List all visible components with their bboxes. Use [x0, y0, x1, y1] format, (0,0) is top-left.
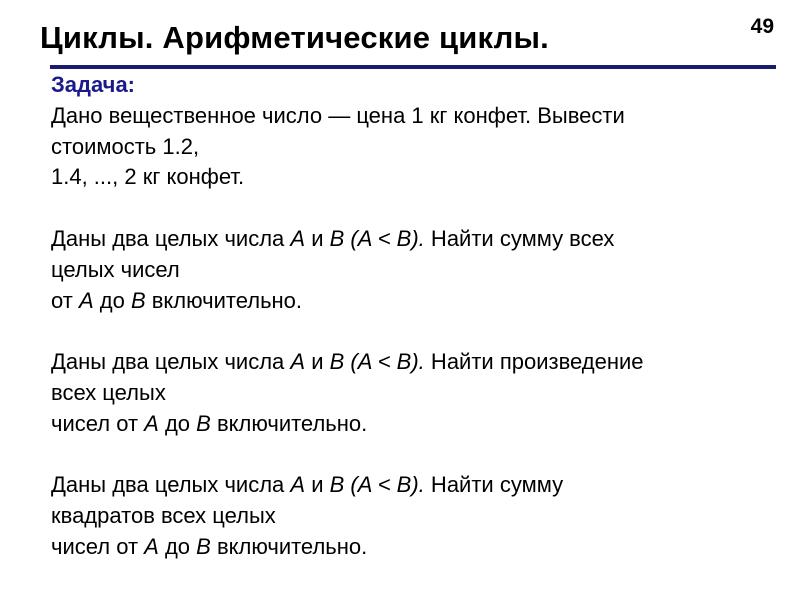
var-a: A — [78, 287, 94, 313]
task-3-line-1 — [51, 347, 781, 378]
condition-open: ( — [344, 349, 358, 375]
task-2-line-2: целых чисел — [51, 256, 180, 282]
condition-close: ). — [411, 225, 425, 251]
text: Найти произведение — [424, 349, 644, 375]
less-than: < — [371, 349, 397, 375]
task-1 — [51, 101, 781, 193]
var-a: A — [290, 472, 306, 498]
task-2 — [51, 224, 781, 316]
task-3-line-3 — [51, 409, 781, 440]
task-4-line-3 — [51, 532, 781, 563]
text: и — [305, 349, 330, 375]
text: чисел от — [51, 410, 145, 436]
condition-close: ). — [411, 472, 425, 498]
slide-title: Циклы. Арифметические циклы. — [40, 20, 549, 55]
var-b: B — [329, 349, 345, 375]
text: Найти сумму всех — [424, 225, 615, 251]
title-rule — [50, 65, 776, 69]
spacer — [51, 440, 781, 471]
text: Даны два целых числа — [51, 225, 291, 251]
condition-open: ( — [344, 225, 358, 251]
text: и — [305, 472, 330, 498]
task-3-line-2: всех целых — [51, 379, 166, 405]
task-3 — [51, 347, 781, 439]
task-4-line-2: квадратов всех целых — [51, 503, 276, 529]
less-than: < — [371, 472, 397, 498]
text: Найти сумму — [424, 472, 564, 498]
text: до — [93, 287, 131, 313]
condition — [344, 472, 425, 497]
spacer — [51, 316, 781, 347]
var-b: B — [196, 410, 211, 436]
text: до — [158, 410, 197, 436]
text: включительно. — [145, 287, 303, 313]
var-b: B — [396, 472, 412, 498]
task-2-line-3 — [51, 286, 781, 317]
text: включительно. — [210, 533, 368, 559]
less-than: < — [371, 225, 397, 251]
task-4-line-1 — [51, 470, 781, 501]
var-b: B — [130, 287, 146, 313]
text: Даны два целых числа — [51, 472, 291, 498]
text: включительно. — [210, 410, 368, 436]
var-a: A — [144, 533, 159, 559]
var-a: A — [290, 225, 306, 251]
var-b: B — [396, 225, 412, 251]
var-a: A — [357, 225, 372, 251]
condition-close: ). — [411, 349, 425, 375]
task-1-line-2: стоимость 1.2, — [51, 133, 200, 159]
task-heading: Задача: — [51, 72, 136, 97]
var-a: A — [144, 410, 159, 436]
task-1-line-3: 1.4, ..., 2 кг конфет. — [51, 164, 245, 190]
var-a: A — [290, 349, 306, 375]
text: чисел от — [51, 533, 145, 559]
var-b: B — [329, 472, 345, 498]
slide-content — [51, 70, 781, 563]
task-2-line-1 — [51, 224, 781, 255]
text: от — [51, 287, 79, 313]
spacer — [51, 193, 781, 224]
task-4 — [51, 470, 781, 562]
text: и — [305, 225, 330, 251]
var-b: B — [329, 225, 345, 251]
page-number: 49 — [750, 15, 774, 38]
task-1-line-1: Дано вещественное число — цена 1 кг конфет. Вывести — [51, 102, 625, 128]
condition-open: ( — [344, 472, 358, 498]
var-b: B — [196, 533, 211, 559]
var-a: A — [357, 349, 372, 375]
text: Даны два целых числа — [51, 349, 291, 375]
text: до — [158, 533, 197, 559]
condition — [344, 226, 425, 251]
var-a: A — [357, 472, 372, 498]
var-b: B — [396, 349, 412, 375]
condition — [344, 349, 425, 374]
